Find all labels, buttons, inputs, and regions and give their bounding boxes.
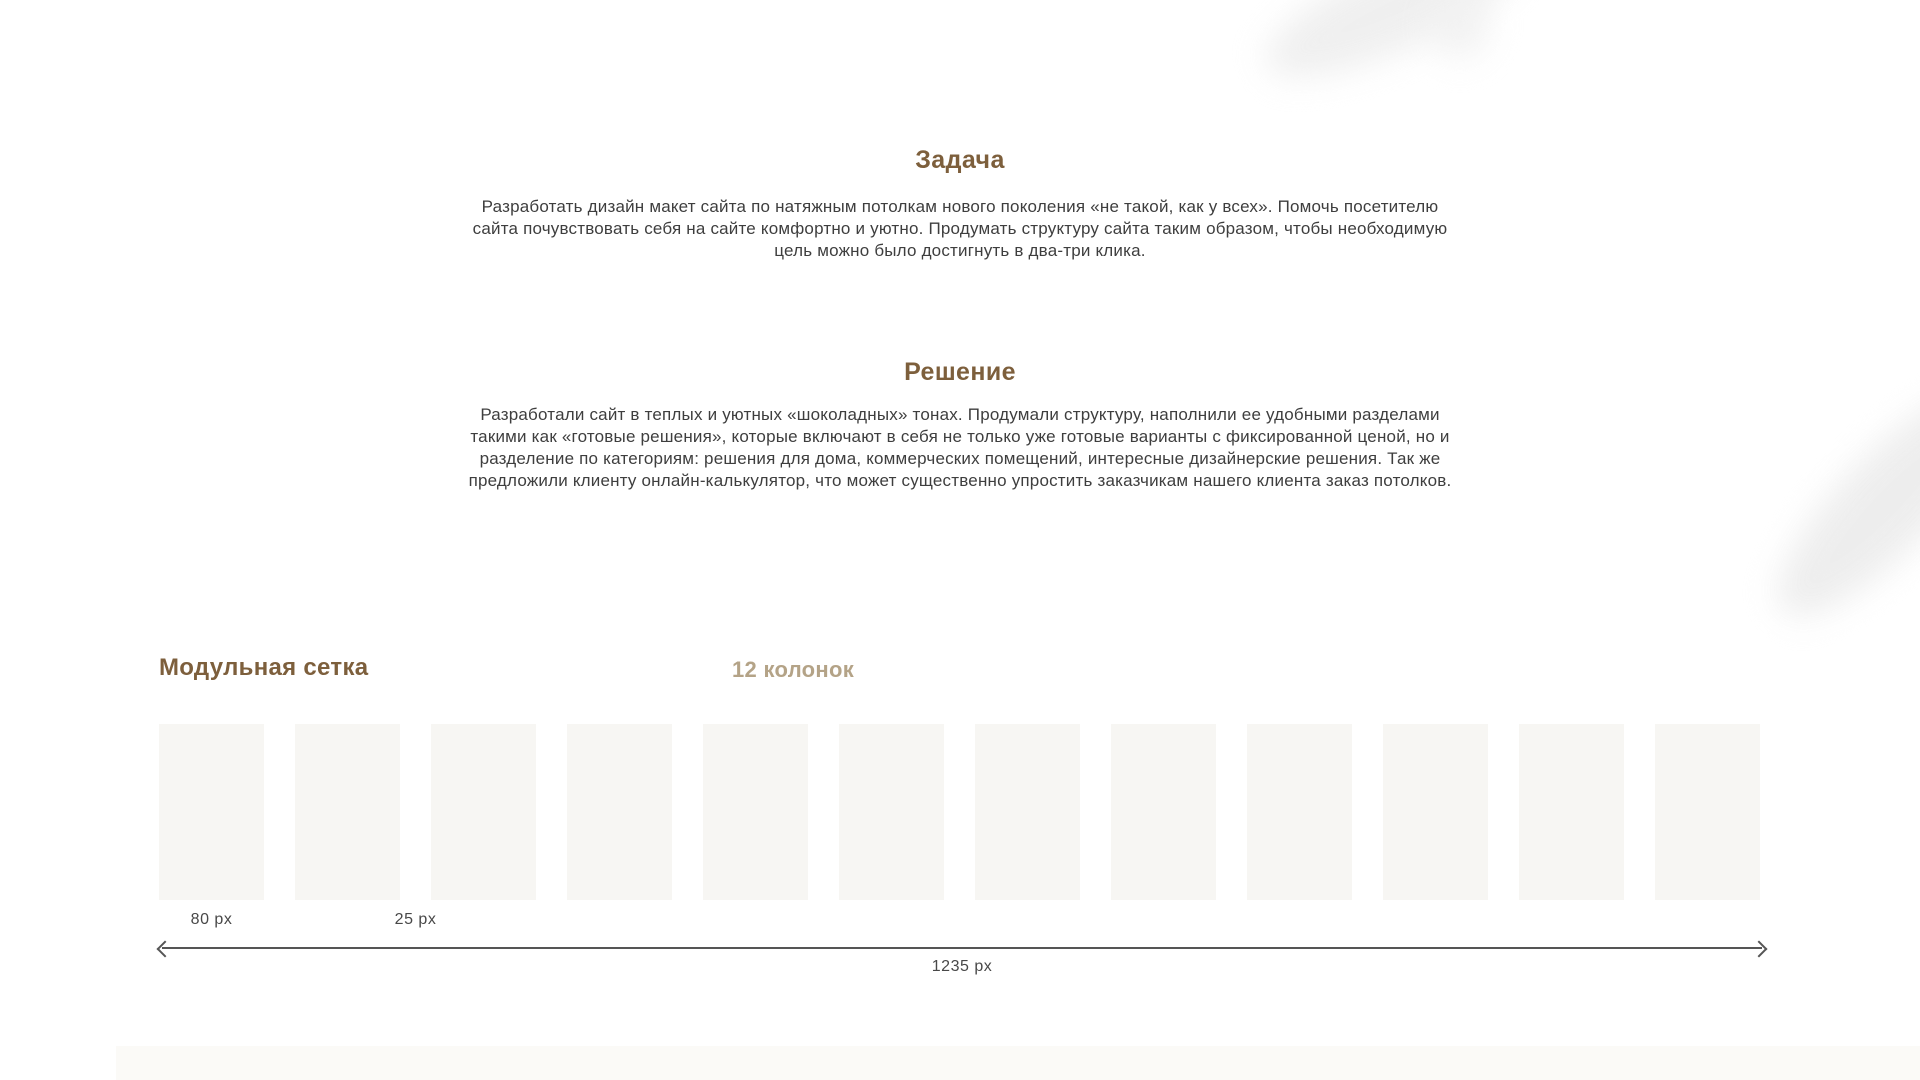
grid-column	[1655, 724, 1760, 900]
grid-column	[159, 724, 264, 900]
grid-column	[1111, 724, 1216, 900]
grid-column	[567, 724, 672, 900]
task-section-title: Задача	[915, 146, 1005, 174]
grid-column	[975, 724, 1080, 900]
solution-section-body: Разработали сайт в теплых и уютных «шоколадных» тонах. Продумали структуру, наполнили ее удобными разделами такими как «готовые решения», которые включают в себя не только уже готовые варианты с фиксированной ценой, но и разделение по категориям: решения для дома, коммерческих помещений, интересные дизайнерские решения. Так же предложили клиенту онлайн-калькулятор, что может существенно упростить заказчикам нашего клиента заказ потолков.	[468, 405, 1452, 490]
modular-grid-title: Модульная сетка	[159, 654, 369, 681]
grid-column	[1247, 724, 1352, 900]
decorative-smoke-right-icon	[1750, 362, 1920, 644]
grid-column	[703, 724, 808, 900]
grid-column	[1383, 724, 1488, 900]
task-section-body: Разработать дизайн макет сайта по натяжным потолкам нового поколения «не такой, как у всех». Помочь посетителю сайта почувствовать себя на сайте комфортно и уютно. Продумать структуру сайта таким образом, чтобы необходимую цель можно было достигнуть в два-три клика.	[472, 197, 1448, 260]
grid-column	[295, 724, 400, 900]
total-width-label: 1235 px	[931, 958, 993, 975]
total-width-arrow	[159, 941, 1765, 955]
grid-column	[1519, 724, 1624, 900]
solution-section-title: Решение	[904, 358, 1016, 386]
gutter-width-label: 25 px	[394, 911, 437, 928]
arrow-left-head-icon	[157, 941, 174, 958]
decorative-smoke-top-small-icon	[1430, 0, 1490, 60]
column-width-label: 80 px	[190, 911, 233, 928]
decorative-smoke-top-icon	[1250, 0, 1540, 103]
columns-count-label: 12 колонок	[732, 657, 855, 682]
arrow-line	[162, 947, 1762, 949]
arrow-right-head-icon	[1751, 941, 1768, 958]
grid-column	[431, 724, 536, 900]
grid-column	[839, 724, 944, 900]
grid-columns	[159, 724, 1760, 900]
bottom-background-band	[116, 1046, 1920, 1080]
